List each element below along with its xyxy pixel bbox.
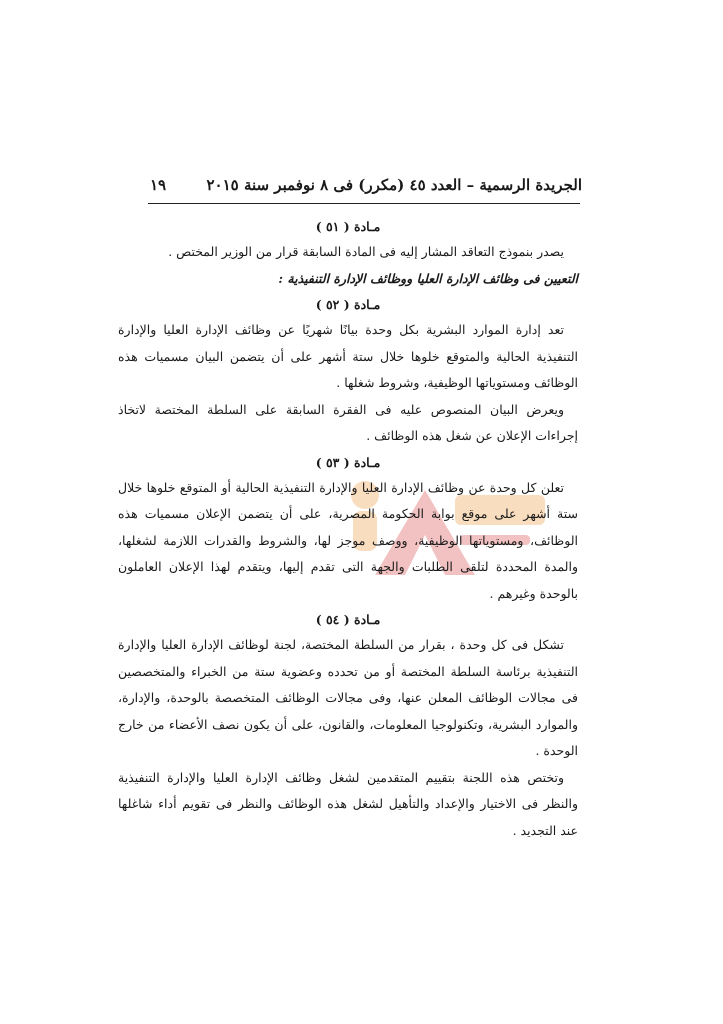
article-54-paragraph-1: تشكل فى كل وحدة ، بقرار من السلطة المختصة، لجنة لوظائف الإدارة العليا والإدارة التنفيذية برئاسة السلطة المختصة أو من تحدده وعضوية ستة من الخبراء والمتخصصين فى مجالات الوظائف المعلن عنها، وفى مجالات الوظائف المتخصصة بالوحدة، والإدارة، والموارد البشرية، وتكنولوجيا المعلومات، والقانون، على أن يكون نصف الأعضاء من خارج الوحدة .: [118, 637, 578, 758]
section-title: التعيين فى وظائف الإدارة العليا ووظائف الإدارة التنفيذية :: [278, 270, 578, 286]
article-53-heading: مـادة ( ٥٣ ): [315, 454, 381, 470]
document-body: [118, 214, 578, 844]
page-number: ١٩: [150, 176, 167, 194]
article-51-heading: مـادة ( ٥١ ): [315, 219, 381, 234]
article-52-paragraph-1: تعد إدارة الموارد البشرية بكل وحدة بيانًا شهريًا عن وظائف الإدارة العليا والإدارة التنفيذية الحالية والمتوقع خلوها خلال ستة أشهر على أن يتضمن البيان مسميات هذه الوظائف ومستوياتها الوظيفية، وشروط شغلها .: [118, 322, 578, 390]
article-52-paragraph-2: ويعرض البيان المنصوص عليه فى الفقرة السابقة على السلطة المختصة لاتخاذ إجراءات الإعلان عن شغل هذه الوظائف .: [118, 401, 578, 443]
header-rule: [148, 203, 580, 204]
article-54-paragraph-2: وتختص هذه اللجنة بتقييم المتقدمين لشغل وظائف الإدارة العليا والإدارة التنفيذية والنظر فى الاختيار والإعداد والتأهيل لشغل هذه الوظائف والنظر فى تقويم أداء شاغلها عند التجديد .: [118, 769, 578, 838]
article-54-heading: مـادة ( ٥٤ ): [315, 612, 381, 627]
article-53-paragraph: تعلن كل وحدة عن وظائف الإدارة العليا والإدارة التنفيذية الحالية أو المتوقع خلوها خلال ستة أشهر على موقع بوابة الحكومة المصرية، على أن يتضمن الإعلان مسميات هذه الوظائف، ومستوياتها الوظيفية، ووصف موجز لها، والشروط والقدرات اللازمة لشغلها، والمدة المحددة لتلقى الطلبات والجهة التى تقدم إليها، ويتقدم لهذا الإعلان العاملون بالوحدة وغيرهم .: [118, 479, 578, 601]
article-51-paragraph: يصدر بنموذج التعاقد المشار إليه فى المادة السابقة قرار من الوزير المختص .: [168, 244, 564, 259]
page-header: [150, 170, 582, 200]
article-52-heading: مـادة ( ٥٢ ): [315, 297, 381, 312]
header-title: الجريدة الرسمية – العدد ٤٥ (مكرر) فى ٨ نوفمبر سنة ٢٠١٥: [206, 176, 582, 194]
